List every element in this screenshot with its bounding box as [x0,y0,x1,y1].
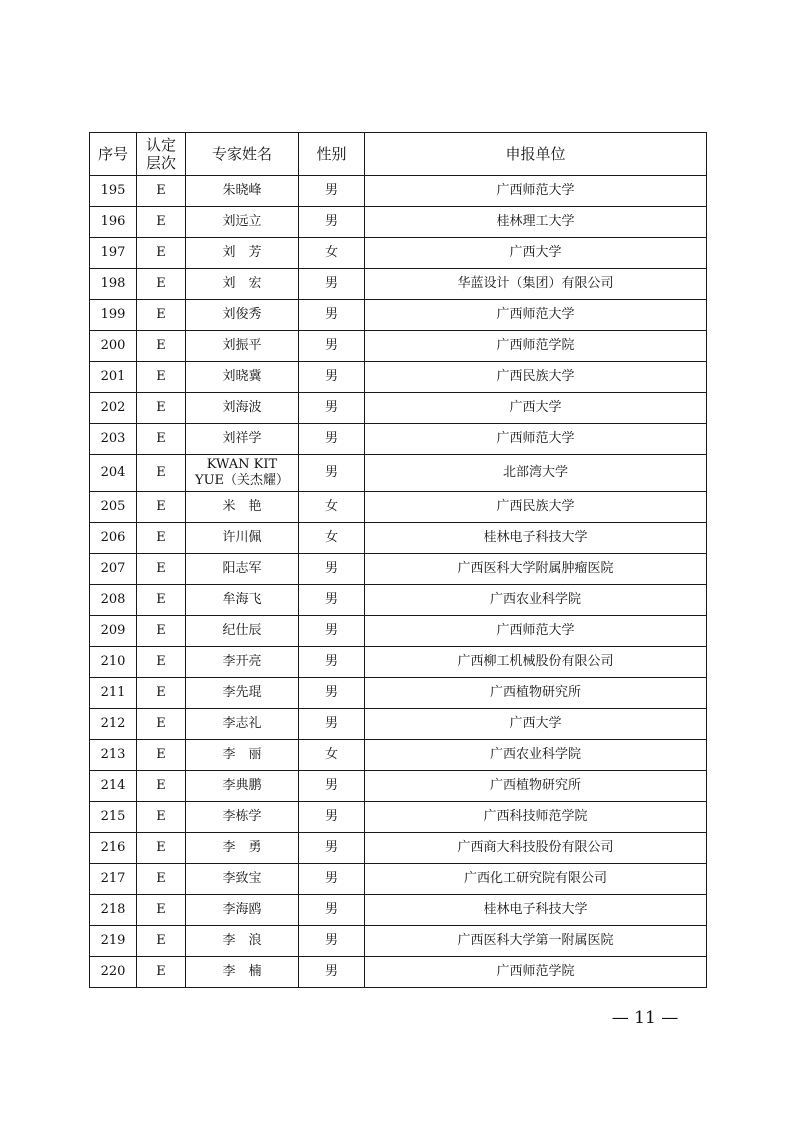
cell-unit: 桂林理工大学 [365,207,707,238]
cell-gender: 男 [299,455,365,492]
cell-level: E [137,647,186,678]
table-row [90,269,707,300]
cell-seq: 196 [90,207,137,238]
cell-level: E [137,864,186,895]
cell-name: 朱晓峰 [186,176,299,207]
cell-gender: 女 [299,238,365,269]
cell-level: E [137,207,186,238]
table-row [90,678,707,709]
cell-gender: 男 [299,554,365,585]
table-row [90,616,707,647]
cell-level: E [137,455,186,492]
cell-gender: 女 [299,523,365,554]
table-row [90,176,707,207]
cell-level: E [137,585,186,616]
cell-level: E [137,957,186,988]
cell-seq: 195 [90,176,137,207]
cell-level: E [137,238,186,269]
cell-seq: 212 [90,709,137,740]
table-row [90,492,707,523]
cell-gender: 男 [299,957,365,988]
cell-seq: 207 [90,554,137,585]
cell-level: E [137,492,186,523]
cell-level: E [137,616,186,647]
cell-seq: 206 [90,523,137,554]
header-name: 专家姓名 [186,133,299,176]
cell-seq: 216 [90,833,137,864]
cell-level: E [137,176,186,207]
table-row [90,238,707,269]
table-row [90,864,707,895]
cell-level: E [137,678,186,709]
cell-seq: 199 [90,300,137,331]
cell-gender: 男 [299,331,365,362]
table-row [90,585,707,616]
table-row [90,957,707,988]
cell-level: E [137,269,186,300]
table-row [90,455,707,492]
cell-seq: 203 [90,424,137,455]
table-row [90,300,707,331]
cell-name: KWAN KIT YUE（关杰耀） [186,455,299,492]
cell-unit: 广西大学 [365,709,707,740]
cell-level: E [137,740,186,771]
cell-unit: 广西化工研究院有限公司 [365,864,707,895]
cell-name: 米 艳 [186,492,299,523]
table-row [90,895,707,926]
cell-level: E [137,709,186,740]
cell-name: 李 勇 [186,833,299,864]
cell-unit: 广西植物研究所 [365,678,707,709]
cell-seq: 220 [90,957,137,988]
cell-unit: 桂林电子科技大学 [365,895,707,926]
cell-seq: 200 [90,331,137,362]
cell-gender: 男 [299,926,365,957]
cell-seq: 204 [90,455,137,492]
cell-gender: 男 [299,709,365,740]
table-body [90,176,707,988]
cell-name: 刘祥学 [186,424,299,455]
cell-unit: 桂林电子科技大学 [365,523,707,554]
cell-gender: 男 [299,269,365,300]
cell-gender: 男 [299,362,365,393]
cell-unit: 广西大学 [365,393,707,424]
cell-level: E [137,771,186,802]
cell-gender: 女 [299,492,365,523]
cell-gender: 男 [299,833,365,864]
cell-name: 李 楠 [186,957,299,988]
cell-seq: 215 [90,802,137,833]
cell-name: 刘 宏 [186,269,299,300]
cell-name: 李 浪 [186,926,299,957]
cell-gender: 男 [299,616,365,647]
cell-name: 李海鸥 [186,895,299,926]
cell-gender: 男 [299,864,365,895]
cell-unit: 北部湾大学 [365,455,707,492]
cell-unit: 广西师范大学 [365,424,707,455]
cell-gender: 女 [299,740,365,771]
cell-unit: 广西师范大学 [365,176,707,207]
cell-name: 刘远立 [186,207,299,238]
cell-gender: 男 [299,802,365,833]
cell-unit: 广西植物研究所 [365,771,707,802]
table-row [90,771,707,802]
table-row [90,740,707,771]
table-row [90,802,707,833]
cell-name: 刘振平 [186,331,299,362]
cell-unit: 广西医科大学第一附属医院 [365,926,707,957]
table-row [90,207,707,238]
table-row [90,523,707,554]
cell-seq: 217 [90,864,137,895]
cell-level: E [137,926,186,957]
cell-name: 刘 芳 [186,238,299,269]
cell-level: E [137,802,186,833]
cell-level: E [137,424,186,455]
cell-gender: 男 [299,176,365,207]
cell-unit: 广西农业科学院 [365,740,707,771]
cell-level: E [137,393,186,424]
cell-gender: 男 [299,393,365,424]
cell-name: 李典鹏 [186,771,299,802]
cell-unit: 广西师范学院 [365,957,707,988]
table-row [90,647,707,678]
cell-name: 牟海飞 [186,585,299,616]
cell-unit: 广西医科大学附属肿瘤医院 [365,554,707,585]
header-gender: 性别 [299,133,365,176]
cell-name: 李开亮 [186,647,299,678]
table-row [90,362,707,393]
cell-gender: 男 [299,895,365,926]
page-number: — 11 — [611,1008,679,1028]
table-row [90,331,707,362]
cell-gender: 男 [299,424,365,455]
cell-unit: 广西民族大学 [365,492,707,523]
cell-gender: 男 [299,585,365,616]
cell-name: 许川佩 [186,523,299,554]
cell-name: 李先琨 [186,678,299,709]
cell-unit: 广西农业科学院 [365,585,707,616]
cell-name: 李栋学 [186,802,299,833]
cell-name: 刘海波 [186,393,299,424]
cell-gender: 男 [299,771,365,802]
cell-seq: 198 [90,269,137,300]
cell-seq: 219 [90,926,137,957]
cell-name: 李 丽 [186,740,299,771]
expert-list-table [89,132,707,988]
cell-unit: 广西科技师范学院 [365,802,707,833]
table-row [90,393,707,424]
cell-gender: 男 [299,678,365,709]
table-row [90,709,707,740]
cell-unit: 广西师范大学 [365,616,707,647]
cell-gender: 男 [299,300,365,331]
cell-level: E [137,833,186,864]
cell-unit: 广西柳工机械股份有限公司 [365,647,707,678]
cell-level: E [137,300,186,331]
cell-name: 刘晓冀 [186,362,299,393]
cell-seq: 197 [90,238,137,269]
cell-unit: 广西大学 [365,238,707,269]
table-row [90,554,707,585]
table-row [90,833,707,864]
cell-name: 刘俊秀 [186,300,299,331]
cell-seq: 201 [90,362,137,393]
header-seq: 序号 [90,133,137,176]
cell-level: E [137,523,186,554]
cell-seq: 218 [90,895,137,926]
header-level [137,133,186,176]
table-row [90,424,707,455]
header-unit: 申报单位 [365,133,707,176]
header-level-line1: 认定 [145,136,176,154]
cell-level: E [137,895,186,926]
cell-seq: 211 [90,678,137,709]
cell-level: E [137,362,186,393]
cell-unit: 广西民族大学 [365,362,707,393]
cell-level: E [137,554,186,585]
cell-name: 纪仕辰 [186,616,299,647]
table-header-row [90,133,707,176]
cell-seq: 213 [90,740,137,771]
cell-unit: 华蓝设计（集团）有限公司 [365,269,707,300]
cell-seq: 209 [90,616,137,647]
cell-unit: 广西商大科技股份有限公司 [365,833,707,864]
cell-seq: 208 [90,585,137,616]
cell-gender: 男 [299,207,365,238]
table-row [90,926,707,957]
cell-seq: 205 [90,492,137,523]
cell-seq: 210 [90,647,137,678]
header-level-line2: 层次 [145,154,176,172]
cell-seq: 214 [90,771,137,802]
cell-unit: 广西师范大学 [365,300,707,331]
cell-name: 李志礼 [186,709,299,740]
cell-gender: 男 [299,647,365,678]
cell-level: E [137,331,186,362]
cell-unit: 广西师范学院 [365,331,707,362]
cell-name: 阳志军 [186,554,299,585]
cell-seq: 202 [90,393,137,424]
cell-name: 李致宝 [186,864,299,895]
